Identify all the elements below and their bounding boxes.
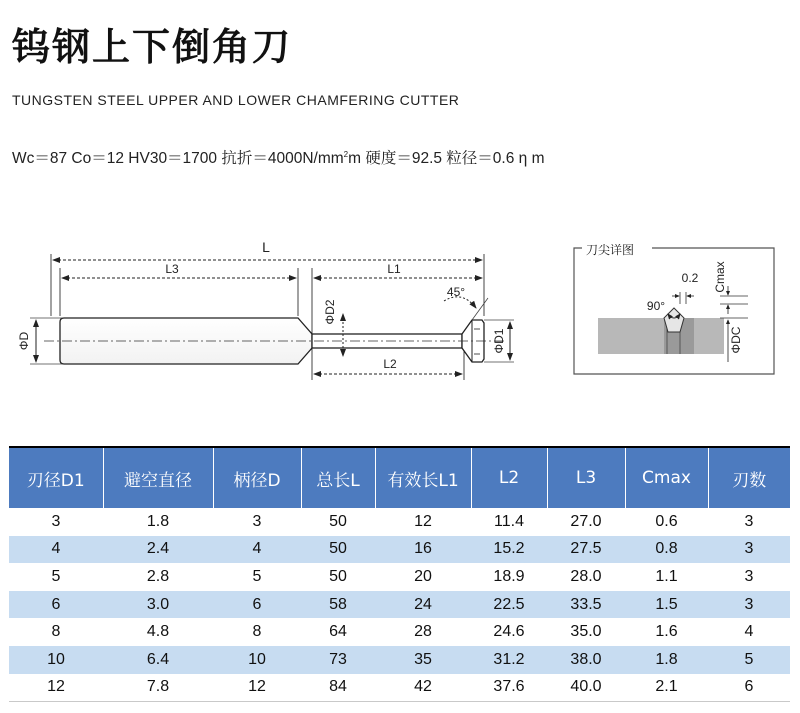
table-cell: 24 xyxy=(375,591,471,619)
table-cell: 5 xyxy=(51,567,61,585)
label-D: ΦD xyxy=(17,331,31,351)
table-row xyxy=(9,618,790,646)
table-cell: 3 xyxy=(708,536,790,564)
table-cell: 28 xyxy=(414,623,432,641)
table-cell: 50 xyxy=(329,512,347,530)
table-cell: 4 xyxy=(213,536,301,564)
table-cell: 50 xyxy=(329,567,347,585)
spec-text-2: m 硬度＝92.5 粒径＝0.6 η m xyxy=(348,150,545,167)
table-cell: 27.5 xyxy=(547,536,625,564)
page-title: 钨钢上下倒角刀 xyxy=(12,25,293,69)
table-cell: 22.5 xyxy=(471,591,547,619)
table-cell: 40.0 xyxy=(547,674,625,702)
table-cell: 10 xyxy=(9,646,103,674)
page-subtitle: TUNGSTEN STEEL UPPER AND LOWER CHAMFERING CUTTER xyxy=(12,92,460,108)
table-cell: 4 xyxy=(9,536,103,564)
col-header: 刃数 xyxy=(708,447,790,508)
table-cell: 6 xyxy=(213,591,301,619)
table-cell: 5 xyxy=(252,567,262,585)
table-row xyxy=(9,563,790,591)
table-cell: 50 xyxy=(301,536,375,564)
table-row xyxy=(9,536,790,564)
table-cell: 8 xyxy=(51,623,61,641)
table-cell: 31.2 xyxy=(471,646,547,674)
table-cell: 7.8 xyxy=(103,674,213,702)
table-cell: 73 xyxy=(301,646,375,674)
table-cell: 1.8 xyxy=(625,646,708,674)
table-cell: 6.4 xyxy=(103,646,213,674)
label-D1: ΦD1 xyxy=(492,328,506,354)
table-cell: 3 xyxy=(708,591,790,619)
detail-title: 刀尖详图 xyxy=(586,244,635,257)
table-cell: 1.1 xyxy=(655,567,678,585)
detail-dim: 0.2 xyxy=(681,271,699,285)
col-header: L2 xyxy=(471,447,547,508)
table-cell: 37.6 xyxy=(471,674,547,702)
table-cell: 12 xyxy=(9,674,103,702)
label-D2: ΦD2 xyxy=(323,299,337,325)
table-cell: 15.2 xyxy=(471,536,547,564)
detail-dc: ΦDC xyxy=(729,326,743,354)
table-cell: 18.9 xyxy=(493,567,525,585)
table-cell: 35 xyxy=(375,646,471,674)
col-header: Cmax xyxy=(625,447,708,508)
detail-workpiece xyxy=(598,318,724,354)
table-cell: 20 xyxy=(414,567,432,585)
table-row xyxy=(9,646,790,674)
table-cell: 3 xyxy=(744,512,754,530)
table-row xyxy=(9,508,790,536)
table-cell: 3.0 xyxy=(103,591,213,619)
table-cell: 0.6 xyxy=(655,512,678,530)
col-header: 有效长L1 xyxy=(375,447,471,508)
table-cell: 0.8 xyxy=(625,536,708,564)
table-cell: 35.0 xyxy=(570,623,602,641)
col-header: L3 xyxy=(547,447,625,508)
table-cell: 3 xyxy=(252,512,262,530)
col-header: 柄径D xyxy=(213,447,301,508)
table-cell: 33.5 xyxy=(547,591,625,619)
cutter-drawing xyxy=(0,232,530,372)
spec-table xyxy=(9,446,790,702)
table-cell: 11.4 xyxy=(494,512,524,530)
table-cell: 38.0 xyxy=(547,646,625,674)
label-L: L xyxy=(262,239,270,255)
tip-detail xyxy=(570,244,780,376)
table-cell: 4 xyxy=(744,623,754,641)
table-cell: 12 xyxy=(213,674,301,702)
label-L3: L3 xyxy=(165,262,179,276)
table-cell: 3 xyxy=(51,512,61,530)
table-cell: 84 xyxy=(301,674,375,702)
table-cell: 3 xyxy=(744,567,754,585)
table-row xyxy=(9,591,790,619)
table-cell: 64 xyxy=(329,623,347,641)
col-header: 刃径D1 xyxy=(9,447,103,508)
table-cell: 58 xyxy=(301,591,375,619)
detail-cutter-tip xyxy=(664,308,684,332)
material-spec xyxy=(12,146,545,168)
table-cell: 10 xyxy=(213,646,301,674)
table-cell: 27.0 xyxy=(570,512,602,530)
table-cell: 28.0 xyxy=(570,567,602,585)
table-cell: 6 xyxy=(708,674,790,702)
detail-cmax: Cmax xyxy=(713,261,727,293)
table-cell: 8 xyxy=(252,623,262,641)
table-cell: 2.8 xyxy=(146,567,170,585)
table-cell: 2.1 xyxy=(625,674,708,702)
table-cell: 42 xyxy=(375,674,471,702)
spec-text-1: Wc＝87 Co＝12 HV30＝1700 抗折＝4000N/mm xyxy=(12,150,344,167)
col-header: 避空直径 xyxy=(103,447,213,508)
table-cell: 1.5 xyxy=(625,591,708,619)
table-cell: 5 xyxy=(708,646,790,674)
label-L1: L1 xyxy=(387,262,401,276)
table-cell: 24.6 xyxy=(493,623,525,641)
table-header-row xyxy=(9,447,790,508)
table-cell: 2.4 xyxy=(103,536,213,564)
spec-superscript: 2 xyxy=(343,149,349,159)
table-cell: 1.6 xyxy=(655,623,678,641)
table-row xyxy=(9,674,790,702)
label-angle: 45° xyxy=(446,285,466,299)
table-cell: 1.8 xyxy=(146,512,170,530)
col-header: 总长L xyxy=(301,447,375,508)
detail-angle: 90° xyxy=(646,299,666,313)
table-cell: 12 xyxy=(414,512,432,530)
table-cell: 16 xyxy=(375,536,471,564)
label-L2: L2 xyxy=(383,357,397,371)
table-cell: 4.8 xyxy=(146,623,170,641)
table-cell: 6 xyxy=(9,591,103,619)
